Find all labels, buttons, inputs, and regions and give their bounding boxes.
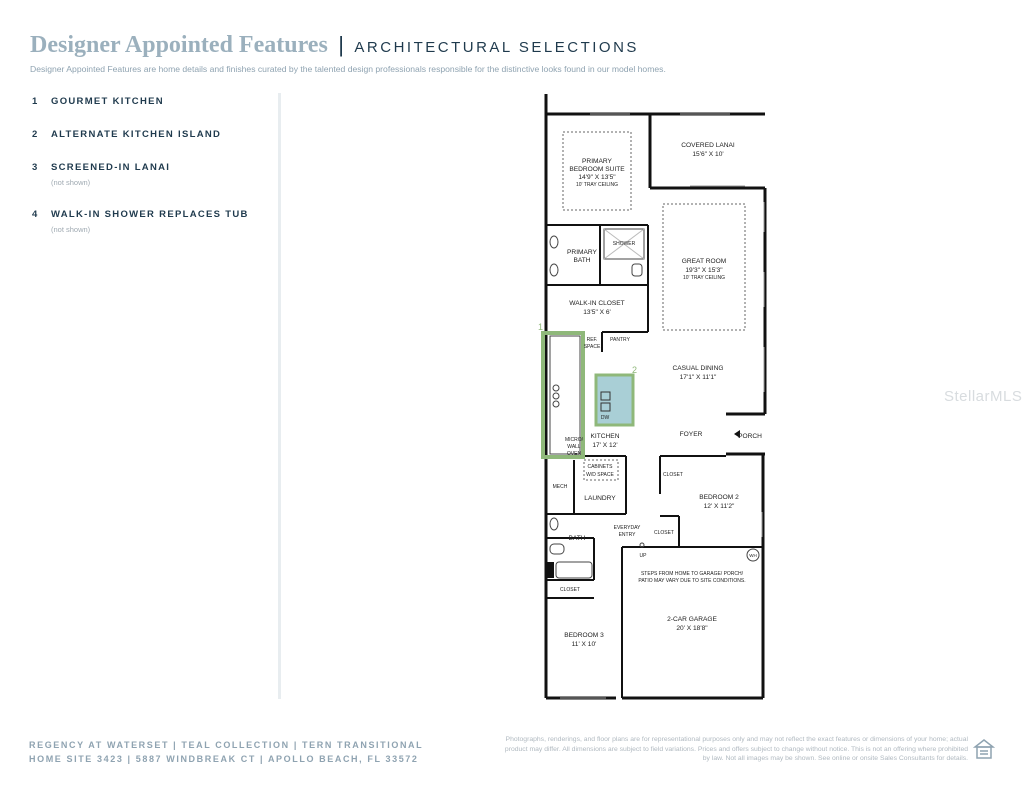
- feature-label: SCREENED-IN LANAI: [51, 162, 171, 173]
- room-name: UP: [639, 553, 647, 559]
- toilet-icon: [550, 544, 564, 554]
- feature-item: [32, 129, 272, 140]
- room-size: 17' X 12': [592, 442, 618, 449]
- room-size: 12' X 11'2": [703, 503, 735, 510]
- callout-number: 1: [538, 322, 544, 332]
- feature-note: (not shown): [51, 225, 91, 234]
- toilet-icon: [632, 264, 642, 276]
- room-size: 11' X 10': [571, 641, 597, 648]
- room-name: WALK-IN CLOSET: [569, 300, 625, 307]
- room-note: 10' TRAY CEILING: [575, 182, 619, 188]
- room-name: CABINETS: [587, 464, 613, 470]
- room-size: 15'6" X 10': [692, 151, 724, 158]
- room-name: W/D SPACE: [586, 472, 614, 478]
- feature-number: 2: [32, 129, 39, 140]
- feature-item: [32, 96, 272, 107]
- room-name: WALL: [567, 444, 581, 450]
- room-size: 20' X 18'8": [676, 625, 708, 632]
- sink-icon: [550, 236, 558, 248]
- room-name: MECH: [552, 484, 568, 490]
- room-name: 2-CAR GARAGE: [667, 616, 717, 623]
- room-name: ENTRY: [618, 532, 636, 538]
- equal-housing-icon: [973, 738, 995, 760]
- room-name: CLOSET: [662, 472, 684, 478]
- room-name: PRIMARY: [567, 249, 597, 256]
- bathtub-icon: [556, 562, 592, 578]
- room-name: PANTRY: [610, 337, 630, 343]
- room-note: STEPS FROM HOME TO GARAGE/ PORCH/: [640, 571, 744, 577]
- feature-label: WALK-IN SHOWER REPLACES TUB: [51, 209, 249, 220]
- room-name: BEDROOM 3: [564, 632, 604, 639]
- room-name: KITCHEN: [590, 433, 620, 440]
- room-name: GREAT ROOM: [681, 258, 727, 265]
- room-name: SPACE: [583, 344, 601, 350]
- page-description: Designer Appointed Features are home details and finishes curated by the talented design professionals responsible for the distinctive looks found in our model homes.: [30, 64, 666, 74]
- room-name: OVEN: [566, 451, 582, 457]
- page-header: [30, 32, 639, 59]
- feature-number: 4: [32, 209, 39, 220]
- room-name: WH: [749, 553, 757, 558]
- floor-plan: [530, 92, 775, 702]
- room-name: REF.: [586, 337, 598, 343]
- feature-item: [32, 162, 272, 187]
- room-name: EVERYDAY: [613, 525, 641, 531]
- room-name: CLOSET: [559, 587, 581, 593]
- room-name: COVERED LANAI: [681, 142, 735, 149]
- room-name: FOYER: [679, 431, 703, 438]
- interior-walls: [546, 225, 763, 698]
- page-title: Designer Appointed Features: [30, 32, 328, 58]
- room-name: BATH: [573, 257, 591, 264]
- room-size: 14'9" X 13'5": [578, 174, 616, 181]
- page-subtitle: ARCHITECTURAL SELECTIONS: [354, 39, 639, 56]
- room-name: LAUNDRY: [584, 495, 616, 502]
- room-name: PORCH: [738, 433, 762, 440]
- feature-list: [32, 96, 272, 256]
- sink-icon: [550, 518, 558, 530]
- room-name: SHOWER: [612, 241, 636, 247]
- room-name: MICRO/: [564, 437, 584, 443]
- room-size: 17'1" X 11'1": [679, 374, 717, 381]
- feature-note: (not shown): [51, 178, 91, 187]
- feature-number: 1: [32, 96, 39, 107]
- feature-item: [32, 209, 272, 234]
- watermark: StellarMLS: [944, 388, 1023, 405]
- room-size: 19'3" X 15'3": [685, 267, 723, 274]
- feature-number: 3: [32, 162, 39, 173]
- room-name: BEDROOM 2: [699, 494, 739, 501]
- room-note: PATIO MAY VARY DUE TO SITE CONDITIONS.: [638, 578, 746, 584]
- footer-disclaimer: Photographs, renderings, and floor plans are for representational purposes only and may not reflect the exact features or dimensions of your home; actual product may differ. All dimensions are subject to field variations. Prices and offers subject to change without notice. This is not an offering where prohibited by law. Not all images may be shown. See online or onsite Sales Consultants for details.: [504, 736, 968, 762]
- room-size: 13'5" X 6': [583, 309, 611, 316]
- footer-community: [29, 738, 423, 766]
- sink-icon: [550, 264, 558, 276]
- room-name: BEDROOM SUITE: [569, 166, 625, 173]
- vertical-divider: [278, 93, 281, 699]
- title-separator: |: [338, 32, 344, 57]
- room-name: BATH: [568, 535, 586, 542]
- feature-label: ALTERNATE KITCHEN ISLAND: [51, 129, 222, 140]
- room-name: CLOSET: [653, 530, 675, 536]
- feature-label: GOURMET KITCHEN: [51, 96, 164, 107]
- windows: [560, 114, 764, 698]
- room-name: CASUAL DINING: [672, 365, 724, 372]
- footer-line: REGENCY AT WATERSET | TEAL COLLECTION | TERN TRANSITIONAL: [29, 740, 424, 750]
- room-name: DW: [600, 415, 610, 421]
- footer-line: HOME SITE 3423 | 5887 WINDBREAK CT | APOLLO BEACH, FL 33572: [29, 754, 419, 764]
- room-name: PRIMARY: [582, 158, 612, 165]
- room-note: 10' TRAY CEILING: [682, 275, 726, 281]
- callout-number: 2: [632, 365, 638, 375]
